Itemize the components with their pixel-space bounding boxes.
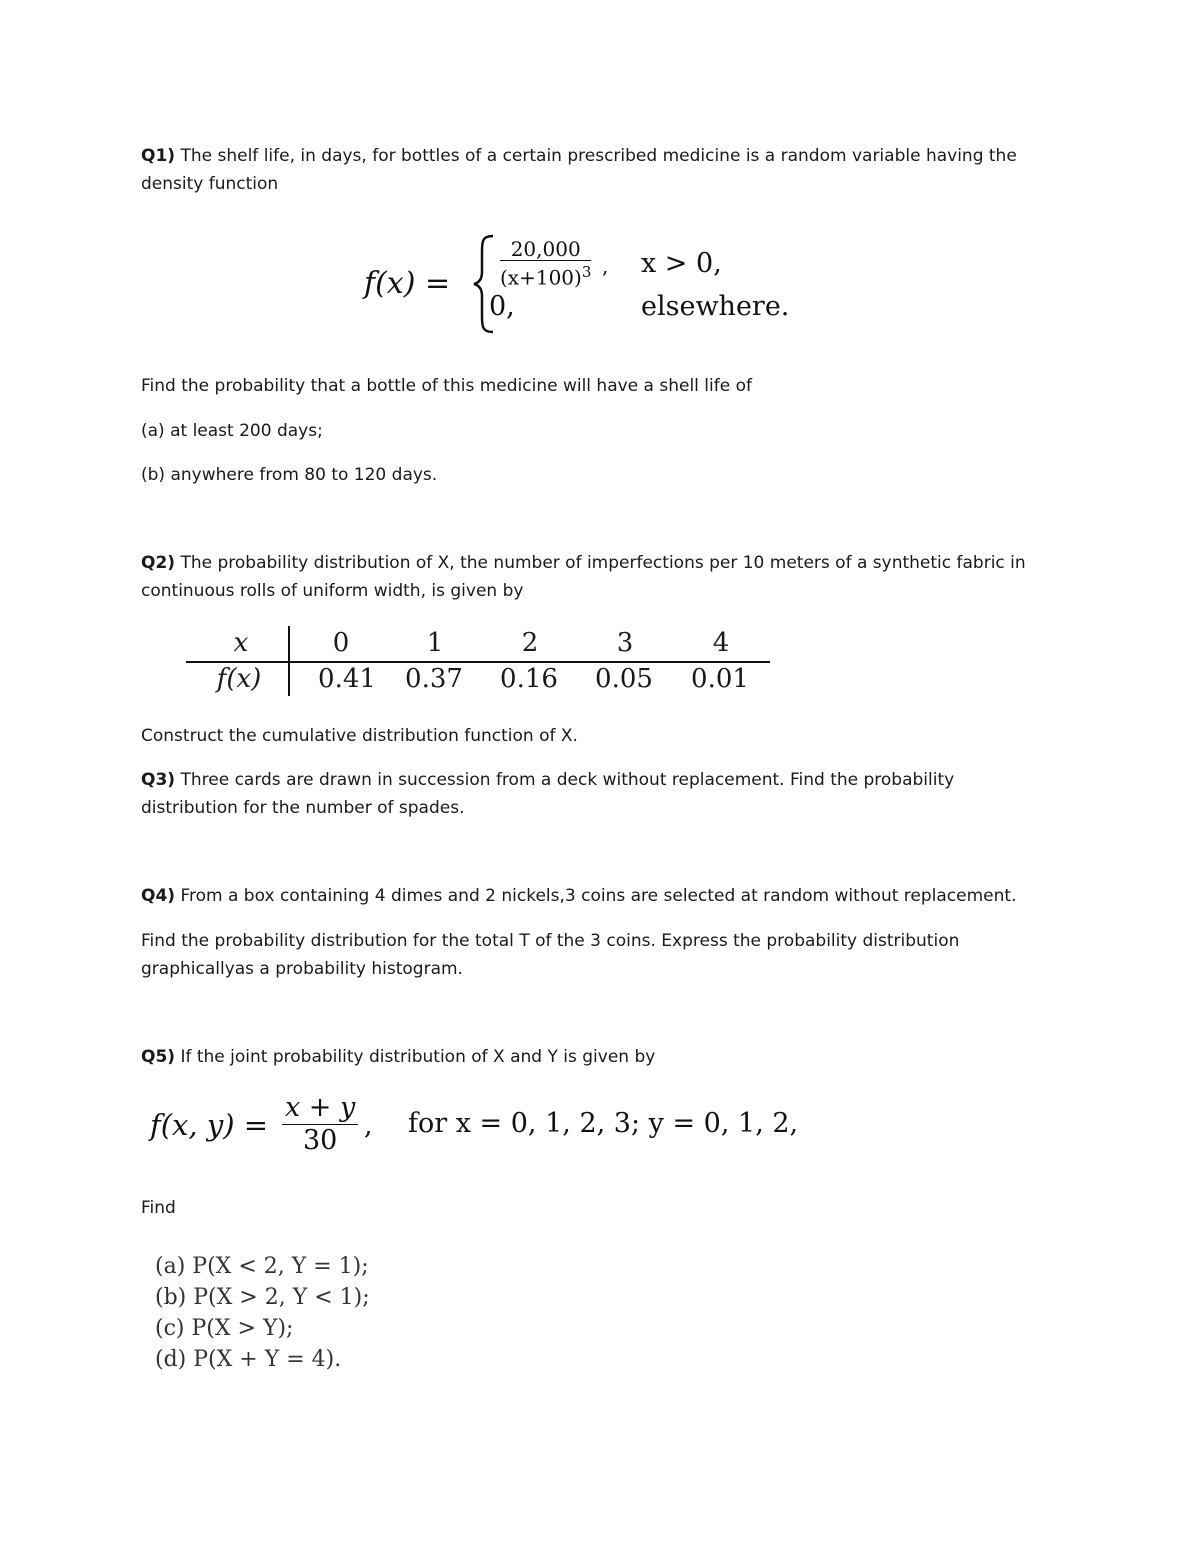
q1-formula-fraction: [500, 238, 591, 289]
q3-label: Q3): [141, 770, 176, 790]
q5-denominator: 30: [302, 1125, 338, 1156]
table-x-header: x: [233, 628, 249, 658]
q2-instruction: Construct the cumulative distribution function of X.: [141, 726, 578, 746]
table-x-value: 3: [616, 628, 634, 658]
q5-part: (b) P(X > 2, Y < 1);: [155, 1285, 370, 1310]
q1-line1: [141, 142, 1017, 170]
table-x-value: 2: [521, 628, 539, 658]
q1-numerator: 20,000: [500, 238, 591, 261]
q4-line1: [141, 882, 1016, 910]
q5-formula-fraction: [282, 1092, 358, 1157]
q2-text-line1: The probability distribution of X, the number of imperfections per 10 meters of a synthetic fabric in: [175, 553, 1026, 573]
q4-line3: graphicallyas a probability histogram.: [141, 959, 463, 979]
q5-label: Q5): [141, 1047, 176, 1067]
table-horizontal-rule: [186, 661, 770, 663]
q5-text-line1: If the joint probability distribution of X and Y is given by: [175, 1047, 656, 1067]
q2-line1: [141, 549, 1026, 577]
table-f-header: f(x): [216, 664, 262, 694]
q4-line2: Find the probability distribution for the total T of the 3 coins. Express the probability distribution: [141, 931, 960, 951]
q1-fraction-comma: ,: [602, 254, 609, 278]
q1-case-2: 0,: [489, 291, 515, 322]
q5-line1: [141, 1043, 655, 1071]
q3-line1: [141, 766, 954, 794]
table-vertical-rule: [288, 626, 290, 696]
q5-numerator: x + y: [282, 1092, 358, 1125]
q1-label: Q1): [141, 146, 176, 166]
q1-condition-1: x > 0,: [641, 248, 722, 279]
table-f-value: 0.05: [595, 664, 653, 694]
q1-condition-2: elsewhere.: [641, 291, 790, 322]
q5-part: (c) P(X > Y);: [155, 1316, 294, 1341]
q1-part-a: (a) at least 200 days;: [141, 421, 323, 441]
q1-line2: density function: [141, 174, 279, 194]
q5-find: Find: [141, 1198, 176, 1218]
table-f-value: 0.37: [405, 664, 463, 694]
q5-formula-domain: for x = 0, 1, 2, 3; y = 0, 1, 2,: [408, 1108, 799, 1139]
q1-text-line1: The shelf life, in days, for bottles of a certain prescribed medicine is a random variable having the: [175, 146, 1017, 166]
q3-line2: distribution for the number of spades.: [141, 798, 465, 818]
q1-prompt: Find the probability that a bottle of this medicine will have a shell life of: [141, 376, 752, 396]
q4-label: Q4): [141, 886, 176, 906]
q5-part: (a) P(X < 2, Y = 1);: [155, 1254, 369, 1279]
q1-formula-lhs: f(x) =: [364, 266, 451, 301]
q5-formula-lhs: f(x, y) =: [150, 1108, 269, 1142]
q4-text-line1: From a box containing 4 dimes and 2 nickels,3 coins are selected at random without replacement.: [175, 886, 1017, 906]
table-f-value: 0.01: [691, 664, 749, 694]
q5-fraction-comma: ,: [364, 1110, 373, 1141]
q5-part: (d) P(X + Y = 4).: [155, 1347, 342, 1372]
q1-denominator: (x+100): [500, 265, 582, 290]
q1-denominator-wrap: [500, 261, 591, 289]
table-x-value: 4: [712, 628, 730, 658]
q1-exponent: 3: [581, 263, 592, 281]
table-f-value: 0.41: [318, 664, 376, 694]
table-x-value: 1: [426, 628, 444, 658]
table-x-value: 0: [332, 628, 350, 658]
q2-label: Q2): [141, 553, 176, 573]
q5-parts-list: [155, 1251, 370, 1375]
q3-text-line1: Three cards are drawn in succession from a deck without replacement. Find the probability: [175, 770, 955, 790]
q2-line2: continuous rolls of uniform width, is given by: [141, 581, 524, 601]
q1-part-b: (b) anywhere from 80 to 120 days.: [141, 465, 438, 485]
distribution-table: [186, 624, 770, 700]
table-f-value: 0.16: [500, 664, 558, 694]
